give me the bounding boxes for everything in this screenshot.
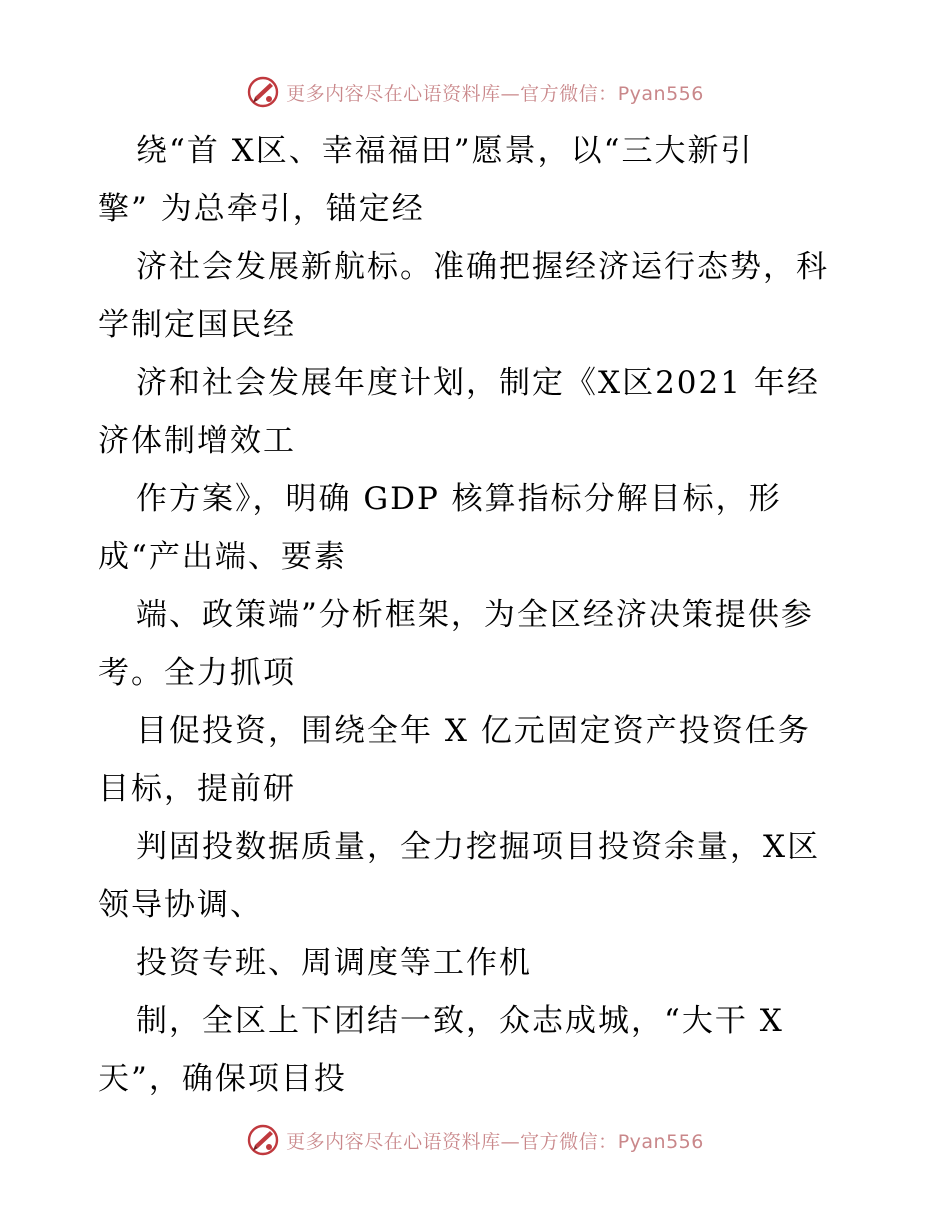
body-line: 判固投数据质量，全力挖掘项目投资余量，X区 (136, 829, 821, 865)
body-line: 济社会发展新航标。准确把握经济运行态势，科 (136, 249, 829, 285)
header-watermark-contact-value: Pyan556 (617, 82, 704, 105)
body-line: 投资专班、周调度等工作机 (136, 945, 532, 981)
footer-watermark-separator: — (500, 1130, 521, 1153)
body-line: 天”，确保项目投 (98, 1061, 347, 1097)
body-line: 考。全力抓项 (98, 655, 296, 691)
footer-watermark-text (286, 1127, 704, 1154)
footer-watermark-contact-label: 官方微信： (520, 1130, 618, 1153)
body-line: 绕“首 X区、幸福福田”愿景，以“三大新引 (136, 133, 754, 169)
header-watermark-text (286, 79, 704, 106)
body-line: 济体制增效工 (98, 423, 296, 459)
document-body (98, 122, 898, 1108)
body-line: 作方案》，明确 GDP 核算指标分解目标，形 (136, 481, 782, 517)
header-watermark-banner (0, 72, 950, 112)
footer-watermark-title: 更多内容尽在心语资料库 (286, 1130, 501, 1153)
header-watermark-title: 更多内容尽在心语资料库 (286, 82, 501, 105)
footer-watermark-contact-value: Pyan556 (617, 1130, 704, 1153)
body-line: 擎” 为总牵引，锚定经 (98, 191, 425, 227)
body-line: 济和社会发展年度计划，制定《X区2021 年经 (136, 365, 820, 401)
brand-logo-icon (246, 1123, 280, 1157)
body-line: 学制定国民经 (98, 307, 296, 343)
header-watermark-contact-label: 官方微信： (520, 82, 618, 105)
body-line: 成“产出端、要素 (98, 539, 347, 575)
brand-logo-icon (246, 75, 280, 109)
body-line: 目标，提前研 (98, 771, 296, 807)
header-watermark-separator: — (500, 82, 521, 105)
body-line: 制，全区上下团结一致，众志成城，“大干 X (136, 1003, 784, 1039)
footer-watermark-banner (0, 1120, 950, 1160)
body-line: 目促投资，围绕全年 X 亿元固定资产投资任务 (136, 713, 811, 749)
body-line: 端、政策端”分析框架，为全区经济决策提供参 (136, 597, 814, 633)
body-line: 领导协调、 (98, 887, 263, 923)
